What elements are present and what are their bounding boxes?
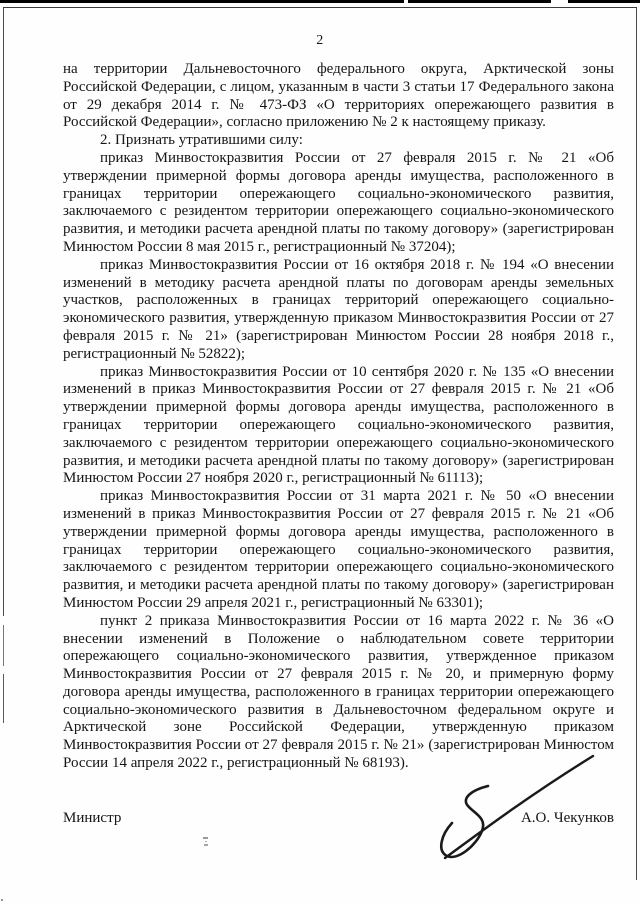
document-body: [63, 61, 614, 773]
scan-artifact: [205, 841, 207, 842]
page-number: 2: [316, 33, 324, 48]
page-frame-left: [3, 8, 4, 730]
body-paragraph: на территории Дальневосточного федерального округа, Арктической зоны Российской Федерации, с лицом, указанным в части 3 статьи 17 Федерального закона от 29 декабря 2014 г. № 473-ФЗ «О территориях опережающего развития в Российской Федерации», согласно приложению № 2 к настоящему приказу.: [63, 61, 614, 131]
body-paragraph: приказ Минвостокразвития России от 31 марта 2021 г. № 50 «О внесении изменений в приказ Минвостокразвития России от 27 февраля 2015 г. № 21 «Об утверждении примерной формы договора аренды имущества, расположенного в границах территории опережающего социально-экономического развития, заключаемого с резидентом территории опережающего социально-экономического развития, и методики расчета арендной платы по такому договору» (зарегистрирован Минюстом России 29 апреля 2021 г., регистрационный № 63301);: [63, 488, 614, 611]
body-paragraph: пункт 2 приказа Минвостокразвития России от 16 марта 2022 г. № 36 «О внесении изменений в Положение о наблюдательном совете территории опережающего социально-экономического развития, утвержденное приказом Минвостокразвития России от 27 февраля 2015 г. № 20, и примерную форму договора аренды имущества, расположенного в границах территории опережающего социально-экономического развития в Дальневосточном федеральном округе и Арктической зоне Российской Федерации, утвержденную приказом Минвостокразвития России от 27 февраля 2015 г. № 21» (зарегистрирован Минюстом России 14 апреля 2022 г., регистрационный № 68193).: [63, 612, 614, 772]
signature-title: Министр: [63, 810, 122, 826]
signature-name: А.О. Чекунков: [520, 810, 614, 826]
scan-edge-artifact: [0, 0, 640, 3]
scan-artifact: [204, 844, 208, 846]
handwritten-signature: [425, 745, 600, 870]
body-paragraph: приказ Минвостокразвития России от 27 февраля 2015 г. № 21 «Об утверждении примерной формы договора аренды имущества, расположенного в границах территории опережающего социально-экономического развития, заключаемого с резидентом территории опережающего социально-экономического развития, и методики расчета арендной платы по такому договору» (зарегистрирован Минюстом России 8 мая 2015 г., регистрационный № 37204);: [63, 149, 614, 255]
scan-artifact: [203, 837, 208, 839]
body-paragraph: приказ Минвостокразвития России от 16 октября 2018 г. № 194 «О внесении изменений в методику расчета арендной платы по договорам аренды земельных участков, расположенных в границах территорий опережающего социально-экономического развития, утвержденную приказом Минвостокразвития России от 27 февраля 2015 г. № 21» (зарегистрирован Минюстом России 28 ноября 2018 г., регистрационный № 52822);: [63, 256, 614, 362]
body-paragraph: приказ Минвостокразвития России от 10 сентября 2020 г. № 135 «О внесении изменений в приказ Минвостокразвития России от 27 февраля 2015 г. № 21 «Об утверждении примерной формы договора аренды имущества, расположенного в границах территории опережающего социально-экономического развития, заключаемого с резидентом территории опережающего социально-экономического развития, и методики расчета арендной платы по такому договору» (зарегистрирован Минюстом России 27 ноября 2020 г., регистрационный № 61113);: [63, 363, 614, 487]
body-paragraph: 2. Признать утратившими силу:: [100, 132, 303, 149]
page-frame-right: [636, 8, 637, 880]
scan-artifact: [1, 899, 3, 901]
page-frame-top: [3, 7, 637, 8]
